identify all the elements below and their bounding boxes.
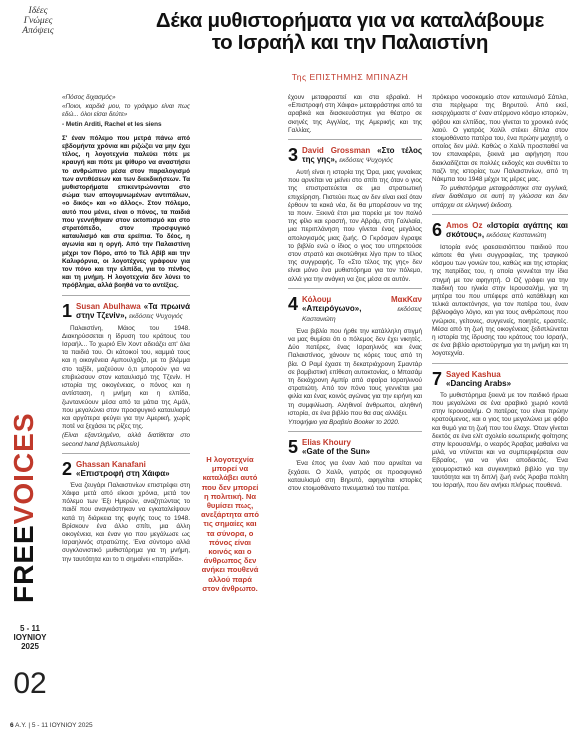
book-1-title: «Τα πρωινά στην Τζενίν»,	[76, 301, 190, 320]
book-3-title: «Στο τέλος της γης»,	[302, 146, 422, 165]
book-6-heading	[432, 221, 568, 240]
book-3-author: David Grossman	[302, 146, 371, 156]
divider	[288, 431, 422, 432]
divider	[432, 363, 568, 364]
section-label	[8, 6, 68, 36]
book-1-author: Susan Abulhawa	[76, 301, 141, 311]
book-3-publisher: εκδόσεις Ψυχογιός	[339, 157, 394, 165]
book-7-title: «Dancing Arabs»	[446, 378, 512, 388]
book-6-publisher: εκδόσεις Καστανιώτη	[486, 231, 547, 239]
book-6-number: 6	[432, 219, 443, 240]
column-1	[62, 94, 190, 565]
divider	[288, 139, 422, 140]
voices-word: VOICES	[10, 412, 39, 525]
book-2-text: Ένα ζευγάρι Παλαιστινίων επιστρέφει στη Χάιφα μετά από είκοσι χρόνια, μετά τον πόλεμο των Έξι Ημερών, αναζητώντας το παιδί που αναγκάστηκαν να εγκαταλείψουν κατά τη διάρκεια της φυγής τους το 1948. Βρίσκουν ένα άλλο σπίτι, μια άλλη οικογένεια, και έναν γιο που μεγάλωσε ως Ισραηλινός στρατιώτης. Ένα σύντομο αλλά συγκλονιστικό μυθιστόρημα για τη μνήμη, την ταυτότητα και το τι σημαίνει «πατρίδα».	[62, 481, 190, 563]
book-5-title: «Gate of the Sun»	[302, 447, 371, 457]
book-1-note: (Είναι εξαντλημένο, αλλά διατίθεται στο second hand βιβλιοπωλείο)	[62, 432, 190, 448]
book-5-note: Το μυθιστόρημα μεταφράστηκε στα αγγλικά, είναι διαθέσιμο σε αυτή τη γλώσσα και δεν υπάρχει σε ελληνική έκδοση.	[432, 185, 568, 209]
book-5-author: Elias Khoury	[302, 438, 351, 448]
epigraph-line1: «Πόσος διχασμός»	[62, 94, 116, 101]
divider	[288, 288, 422, 289]
issue-year: 2025	[21, 642, 39, 651]
book-4-title: «Απειρόγωνο»,	[302, 303, 362, 313]
article-title	[140, 10, 560, 54]
intro-text: Σ' έναν πόλεμο που μετρά πάνω από εβδομήντα χρόνια και ριζώζει να μην έχει τέλος, η λογοτεχνία παλεύει πότε με κραυγή και πότε με ψίθυρο να αναστήσει το ανθρώπινο μέσα στον παραλογισμό των αντιθέσεων και των διεκδικήσεων. Τα μυθιστορήματα επικεντρώνονται στο σώμα των απογυμνωμένων αντιπάλων, «ο δικός» και «ο άλλος». Στον πόλεμο, αυτό που μένει, είναι ο πόνος, τα παιδιά που γεννήθηκαν στον εκτοπισμό και στο στρατόπεδο, στον προσφυγικό καταυλισμό και στα ερείπια. Το δέος, η αγωνία και η οργή. Από την Παλαιστίνη μέχρι τον Πόρο, από το Τελ Αβίβ και την Καλιφόρνια, οι λογοτέχνες γράφουν για τον πόνο και την ελπίδα, για το πένθος και τη μνήμη. Η λογοτεχνία δεν λύνει το πρόβλημα, αλλά βοηθά να το αντέξεις.	[62, 134, 190, 290]
book-3-heading	[288, 146, 422, 165]
book-5-continued: πρόκειρο νοσοκομείο στον καταυλισμό Σάτιλα, στα περίχωρα της Βηρυτού. Από εκεί, εισερχόμαστε σ' έναν ατέρμονο κόσμο ιστοριών, φόβου και ελπίδας, που γίνεται το χρονικό ενός λαού. Ο γιατρός Χαλίλ στέκει δίπλα στον ετοιμοθάνατο πατέρα του, ένα πρώην μαχητή, ο οποίος δεν μιλά. Καθώς ο Χαλίλ προσπαθεί να τον επαναφέρει, ξεκινά μια αφήγηση που διακλαδίζεται σε πολλές εκδοχές και συνθέτει το παζλ της ιστορίας των Παλαιστινίων, από τη Νάκμπα του 1948 μέχρι τις μέρες μας.	[432, 94, 569, 184]
free-voices-text	[10, 413, 39, 604]
book-7-text: Το μυθιστόρημα ξεκινά με τον παιδικό ήρωα που μεγαλώνει σε ένα αραβικό χωριό κοντά στην Ιερουσαλήμ. Ο πατέρας του είναι πρώην κρατούμενος, και ο γιος του μεγαλώνει με φόβο και θυμό για τη ζωή που του έλαχε. Όταν γίνεται δεκτός σε ένα ελίτ σχολείο εσωτερικής φοίτησης στην Ιερουσαλήμ, ο νεαρός Άραβας μαθαίνει να μιλά, να ντύνεται και να συμπεριφέρεται σαν Εβραίος, για να γίνει αποδεκτός. Ένα χιουμοριστικό και συγκινητικό βιβλίο για την ταυτότητα και τη διπλή ζωή ενός Άραβα πολίτη του Ισραήλ, που δεν ανήκει πλήρως πουθενά.	[432, 391, 568, 489]
issue-block	[10, 624, 50, 699]
pull-quote: Η λογοτεχνία μπορεί να καταλάβει αυτό που δεν μπορεί η πολιτική. Να θυμίσει πως, ανεξάρτητα από τις σημαίες και τα σύνορα, ο πόνος είναι κοινός και ο άνθρωπος δεν ανήκει πουθενά αλλού παρά στον άνθρωπο.	[200, 455, 260, 593]
book-5-text: Ένα έπος για έναν λαό που αρνείται να ξεχάσει. Ο Χαλίλ, γιατρός σε προσφυγικό καταυλισμό στη Βηρυτό, αφηγείται ιστορίες στον ετοιμοθάνατο πνευματικό του πατέρα.	[288, 460, 422, 492]
book-2-heading	[62, 460, 190, 478]
book-4-author: Κόλουμ ΜακΚαν	[302, 294, 422, 304]
book-2-author: Ghassan Kanafani	[76, 459, 146, 469]
book-1-number: 1	[62, 300, 73, 321]
footer-text: Α.Υ. | 5 - 11 ΙΟΥΝΙΟΥ 2025	[15, 722, 93, 729]
book-1-heading	[62, 302, 190, 321]
column-3	[432, 94, 568, 491]
book-7-author: Sayed Kashua	[446, 369, 501, 379]
book-4-number: 4	[288, 293, 299, 314]
section-label-line3: Απόψεις	[22, 26, 54, 36]
book-6-title: «Ιστορία αγάπης και σκότους»,	[446, 220, 568, 239]
book-7-heading	[432, 370, 568, 388]
book-2-title: «Επιστροφή στη Χάιφα»	[76, 468, 170, 478]
book-2-continued: έχουν μεταφραστεί και στα εβραϊκά. Η «Επιστροφή στη Χάιφα» μεταφράστηκε από τα αραβικά και διασκευάστηκε για θέατρο σε σκηνές της Αγγλίας, της Αμερικής και της Γαλλίας.	[288, 94, 422, 134]
book-4-publisher: εκδόσεις Καστανιώτη	[302, 305, 422, 323]
book-3-text: Αυτή είναι η ιστορία της Όρα, μιας γυναίκας που αρνείται να μείνει στο σπίτι της όταν ο γιος της επιστρατεύεται σε μια στρατιωτική επιχείρηση. Πιστεύει πως αν δεν είναι εκεί όταν έρθουν τα κακά νέα, δε θα μπορέσουν να της τα πουν. Ξεκινά έτσι μια πορεία με τον παλιό της φίλο και εραστή, τον Αβράμ, στη Γαλιλαία, μια περιπλάνηση που γίνεται ένας μεγάλος απολογισμός μιας ζωής. Ο Γκρόσμαν έγραψε το βιβλίο ενώ ο ίδιος ο γιος του υπηρετούσε στον στρατό και σκοτώθηκε λίγο πριν το τέλος της συγγραφής. Το «Στο τέλος της γης» δεν είναι μόνο ένα μυθιστόρημα για τον πόλεμο, αλλά για την ανάγκη να ζεις μέσα σε αυτόν.	[288, 169, 422, 283]
free-word: FREE	[10, 524, 39, 603]
book-1-text: Παλαιστίνη, Μάιος του 1948. Διακηρύσσεται η ίδρυση του κράτους του Ισραήλ... Το χωριό Εϊν Χοντ αδειάζει απ' όλα τα παιδιά του. Οι κάτοικοί του, καμμιά τους και η οικογένεια Αμπουλχάζα, με το βλέμμα στο ταξίδι, μαζεύουν ό,τι μπορούν για να επιβιώσουν στον καταυλισμό της Τζενίν. Η ιστορία της οικογένειας, ο πόνος και η αντίσταση, η μνήμη και η ελπίδα, ζωντανεύουν μέσα από τα μάτια της Αμάλ, που μεγαλώνει στον προσφυγικό καταυλισμό και αργότερα φεύγει για την Αμερική, χωρίς ποτέ να ξεχάσει τις ρίζες της.	[62, 324, 190, 431]
book-1-publisher: εκδόσεις Ψυχογιός	[129, 312, 183, 320]
divider	[432, 214, 568, 215]
book-4-text: Ένα βιβλίο που ήρθε την κατάλληλη στιγμή να μας θυμίσει ότι ο πόλεμος δεν έχει νικητές. Δύο πατέρες, ένας Ισραηλινός και ένας Παλαιστίνιος, χάνουν τις κόρες τους από τη βία. Ο Ραμί έχασε τη δεκατριάχρονη Σμαντάρ σε βομβιστική επίθεση αυτοκτονίας, ο Μπασάμ τη δεκάχρονη Αμπίρ από σφαίρα Ισραηλινού στρατιώτη. Από τον πόνο τους γεννιέται μια φιλία και ένας κοινός αγώνας για την ειρήνη και τη συμφιλίωση. Αληθινοί άνθρωποι, αληθινή ιστορία, σε ένα βιβλίο που θα σας αλλάξει.	[288, 327, 422, 417]
intro-paragraph	[62, 135, 190, 291]
article-byline: Της ΕΠΙΣΤΗΜΗΣ ΜΠΙΝΑΖΗ	[291, 72, 409, 82]
free-voices-vertical-logo	[10, 278, 40, 608]
book-4-note: Υποψήφιο για Βραβείο Booker το 2020.	[288, 419, 400, 427]
section-label-line2: Γνώμες	[23, 16, 53, 26]
divider	[62, 453, 190, 454]
page-number: 6	[10, 722, 14, 729]
epigraph-source: - Metin Arditi, Rachel et les siens	[62, 120, 162, 128]
issue-number: 02	[13, 667, 47, 700]
book-7-number: 7	[432, 368, 443, 389]
book-3-number: 3	[288, 145, 299, 166]
issue-month: ΙΟΥΝΙΟΥ	[13, 633, 47, 642]
issue-dates: 5 - 11	[19, 624, 40, 633]
book-5-heading	[288, 438, 422, 456]
book-6-text: Ιστορία ενός ιραεσεισιόπτου παιδιού που κάποτε θα γίνει συγγραφέας, της τραγικού κόσμου των γονιών του, καθώς και της ιστορίας της πατρίδας του, η οποία γεννιέται την ίδια στιγμή με τον αφηγητή. Ο Οζ γράφει για την παιδική του ηλικία στην Ιερουσαλήμ, για τη μητέρα του που υπέφερε από κατάθλιψη και τελικά αυτοκτόνησε, για τον πατέρα του, έναν βιβλιοφάγο λόγιο, και για τους ανθρώπους που γνώρισε, γείτονες, συγγενείς, ποιητές, εραστές. Μέσα από τη ζωή της οικογένειας ξεδιπλώνεται η ιστορία της ίδρυσης του κράτους του Ισραήλ, σε ένα βιβλίο αριστούργημα για τη μνήμη και τη λογοτεχνία.	[432, 243, 568, 358]
article-title-line1: Δέκα μυθιστορήματα για να καταλάβουμε	[155, 9, 545, 32]
book-2-number: 2	[62, 458, 73, 479]
book-6-author: Amos Oz	[446, 220, 483, 230]
article-title-line2: το Ισραήλ και την Παλαιστίνη	[211, 31, 489, 54]
book-4-heading	[288, 295, 422, 324]
page-footer	[10, 722, 93, 729]
column-2	[288, 94, 422, 494]
divider	[62, 295, 190, 296]
epigraph-line2: «Ποιοι, καρδιά μου, το γράψιμο είναι πως εδώ... όλοι είσαι δεύτε»	[62, 103, 190, 119]
book-5-number: 5	[288, 437, 299, 458]
section-label-line1: Ιδέες	[28, 6, 48, 16]
